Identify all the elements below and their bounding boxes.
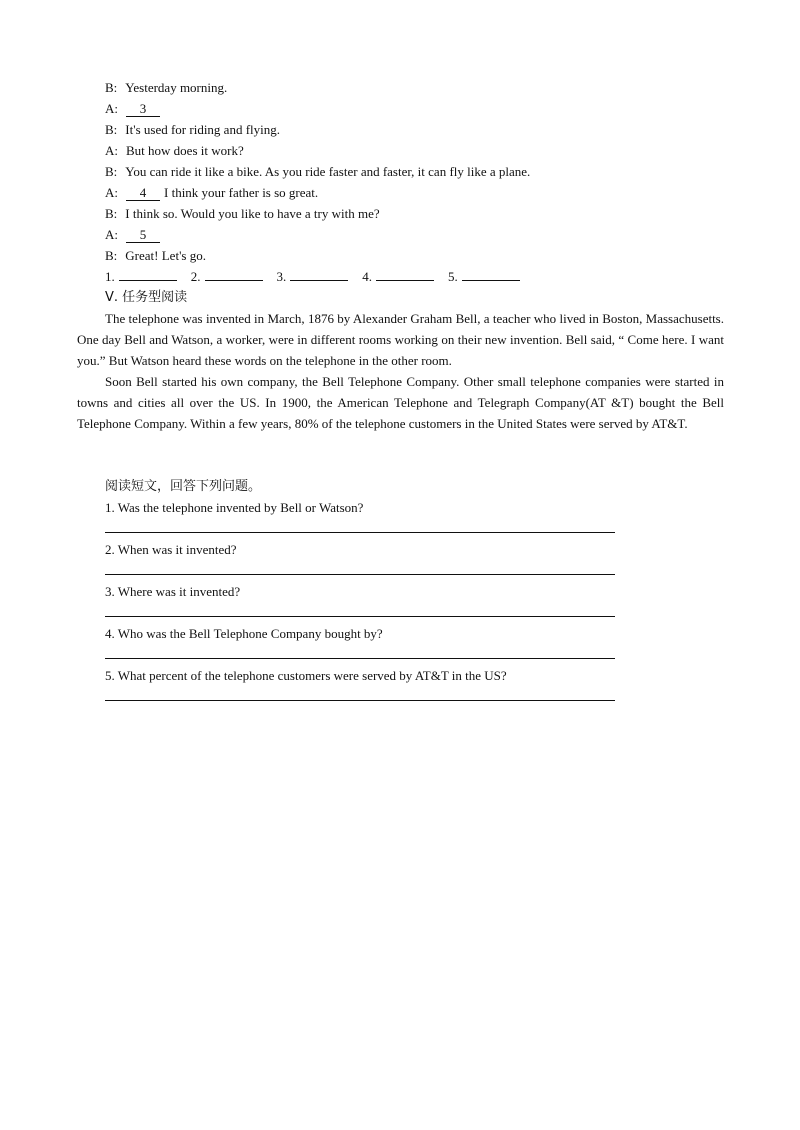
speaker-label: B: <box>105 122 118 137</box>
passage-paragraph-2: Soon Bell started his own company, the Bell Telephone Company. Other small telephone companies were started in towns and cities all over the US. In 1900, the American Telephone and Telegraph Company(AT &T) bought the Bell Telephone Company. Within a few years, 80% of the telephone customers in the United States were served by AT&T. <box>77 374 724 431</box>
dialogue-text: Yesterday morning. <box>125 80 228 95</box>
dialogue-text: Great! Let's go. <box>125 248 206 263</box>
answer-blanks-row <box>105 266 665 287</box>
answer-line-1[interactable] <box>105 518 615 539</box>
blank-number[interactable]: 4 <box>126 185 160 201</box>
answer-blank-number: 2. <box>190 269 201 284</box>
answer-line-3[interactable] <box>105 602 615 623</box>
question-4: 4. Who was the Bell Telephone Company bought by? <box>105 626 383 641</box>
answer-line-4[interactable] <box>105 644 615 665</box>
answer-blank <box>191 266 263 287</box>
dialogue-line <box>105 98 665 119</box>
reading-passage <box>77 308 724 434</box>
answer-blank-line[interactable] <box>205 266 263 281</box>
speaker-label: A: <box>105 227 118 242</box>
question-block <box>105 476 615 707</box>
speaker-label: B: <box>105 80 118 95</box>
dialogue-line <box>105 119 665 140</box>
speaker-label: B: <box>105 248 118 263</box>
question-5: 5. What percent of the telephone customers were served by AT&T in the US? <box>105 668 507 683</box>
dialogue-text: But how does it work? <box>126 143 244 158</box>
dialogue-line <box>105 182 665 203</box>
speaker-label: A: <box>105 101 118 116</box>
question-1: 1. Was the telephone invented by Bell or Watson? <box>105 500 364 515</box>
answer-blank <box>448 266 520 287</box>
dialogue-line <box>105 140 665 161</box>
answer-blank-number: 3. <box>276 269 287 284</box>
dialogue-line <box>105 203 665 224</box>
answer-blank-line[interactable] <box>462 266 520 281</box>
speaker-label: A: <box>105 143 118 158</box>
dialogue-text: I think so. Would you like to have a try with me? <box>125 206 380 221</box>
section-title: Ⅴ. 任务型阅读 <box>105 290 188 305</box>
dialogue-line <box>105 161 665 182</box>
answer-blank-number: 1. <box>105 269 115 284</box>
dialogue-line <box>105 224 665 245</box>
speaker-label: A: <box>105 185 118 200</box>
answer-blank-line[interactable] <box>376 266 434 281</box>
answer-blank <box>362 266 434 287</box>
question-3: 3. Where was it invented? <box>105 584 241 599</box>
answer-blank-number: 5. <box>448 269 458 284</box>
dialogue-text: You can ride it like a bike. As you ride faster and faster, it can fly like a plane. <box>125 164 531 179</box>
speaker-label: B: <box>105 164 118 179</box>
instruction: 阅读短文，回答下列问题。 <box>105 479 262 494</box>
answer-line-2[interactable] <box>105 560 615 581</box>
dialogue-text: I think your father is so great. <box>164 185 319 200</box>
blank-number[interactable]: 5 <box>126 227 160 243</box>
answer-blank-number: 4. <box>362 269 372 284</box>
speaker-label: B: <box>105 206 118 221</box>
dialogue-line <box>105 77 665 98</box>
blank-number[interactable]: 3 <box>126 101 160 117</box>
answer-blank <box>277 266 349 287</box>
answer-blank-line[interactable] <box>119 266 177 281</box>
dialogue-text: It's used for riding and flying. <box>125 122 281 137</box>
answer-blank-line[interactable] <box>290 266 348 281</box>
dialogue <box>105 77 665 287</box>
answer-blank <box>105 266 177 287</box>
passage-paragraph-1: The telephone was invented in March, 1876 by Alexander Graham Bell, a teacher who lived in Boston, Massachusetts. One day Bell and Watson, a worker, were in different rooms working on their new invention. Bell said, “ Come here. I want you.” But Watson heard these words on the telephone in the other room. <box>77 311 724 368</box>
answer-line-5[interactable] <box>105 686 615 707</box>
dialogue-line <box>105 245 665 266</box>
question-2: 2. When was it invented? <box>105 542 237 557</box>
